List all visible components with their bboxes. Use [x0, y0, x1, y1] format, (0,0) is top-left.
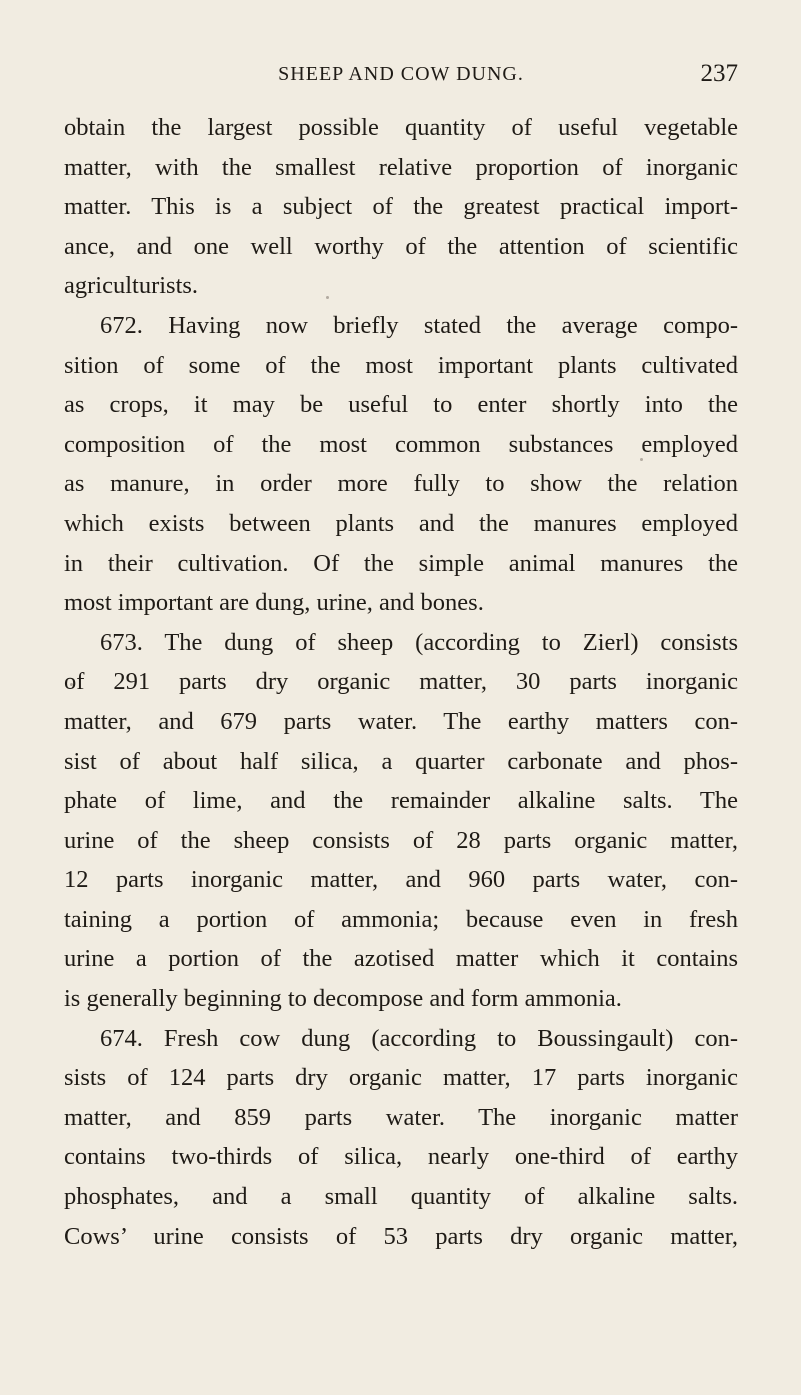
text-line: most important are dung, urine, and bones. [64, 589, 484, 617]
text-line: contains two-thirds of silica, nearly one-third of earthy [64, 1143, 738, 1171]
text-line: 12 parts inorganic matter, and 960 parts water, con- [64, 866, 738, 894]
text-line: as manure, in order more fully to show the relation [64, 470, 738, 498]
text-line: in their cultivation. Of the simple animal manures the [64, 549, 738, 577]
text-line: obtain the largest possible quantity of useful vegetable [64, 114, 738, 141]
text-line: is generally beginning to decompose and form ammonia. [64, 985, 622, 1013]
body-text [64, 108, 738, 1256]
running-head [64, 56, 738, 92]
paper-speck [640, 458, 643, 461]
text-line: matter, with the smallest relative proportion of inorganic [64, 153, 738, 181]
paper-speck [70, 683, 73, 686]
text-line: Cows’ urine consists of 53 parts dry organic matter, [64, 1222, 738, 1250]
text-line: sists of 124 parts dry organic matter, 17 parts inorganic [64, 1064, 738, 1092]
text-line: urine of the sheep consists of 28 parts organic matter, [64, 826, 738, 854]
paragraph-673-start: 673. The dung of sheep (according to Zierl) consists [100, 628, 738, 656]
text-line: as crops, it may be useful to enter shortly into the [64, 391, 738, 419]
text-line: taining a portion of ammonia; because even in fresh [64, 905, 738, 933]
running-title: SHEEP AND COW DUNG. [278, 63, 524, 85]
text-line: urine a portion of the azotised matter which it contains [64, 945, 738, 973]
text-line: phate of lime, and the remainder alkaline salts. The [64, 787, 738, 815]
text-line: sist of about half silica, a quarter carbonate and phos- [64, 747, 738, 775]
text-line: ance, and one well worthy of the attention of scientific [64, 232, 738, 260]
text-line: which exists between plants and the manures employed [64, 509, 738, 537]
text-line: matter. This is a subject of the greatest practical import- [64, 193, 738, 221]
text-line: phosphates, and a small quantity of alkaline salts. [64, 1183, 738, 1211]
text-line: matter, and 679 parts water. The earthy matters con- [64, 707, 738, 735]
page-number: 237 [700, 60, 738, 87]
paragraph-672-start: 672. Having now briefly stated the average compo- [100, 311, 738, 339]
text-line: agriculturists. [64, 272, 199, 300]
text-line: composition of the most common substances employed [64, 430, 738, 458]
paper-speck [326, 296, 329, 299]
text-line: matter, and 859 parts water. The inorganic matter [64, 1103, 738, 1131]
paragraph-674-start: 674. Fresh cow dung (according to Boussingault) con- [100, 1024, 738, 1052]
text-line: of 291 parts dry organic matter, 30 parts inorganic [64, 668, 738, 696]
text-line: sition of some of the most important plants cultivated [64, 351, 738, 379]
